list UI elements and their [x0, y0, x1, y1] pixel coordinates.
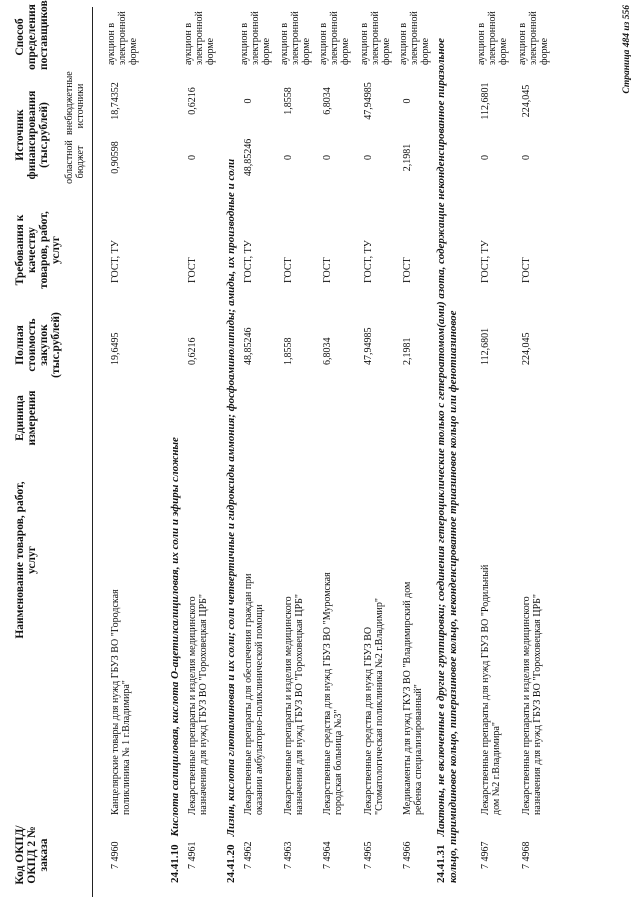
row-financing-regional: 2,1981	[402, 143, 413, 172]
row-financing-regional: 0	[187, 155, 198, 160]
row-financing-regional: 0	[363, 155, 374, 160]
header-code: Код ОКПД/ ОКПД 2 № заказа	[14, 825, 50, 885]
row-cost: 1,8558	[283, 337, 294, 365]
section-code: 24.41.20	[225, 844, 237, 883]
header-name: Наименование товаров, работ, услуг	[14, 481, 38, 639]
row-financing-extra: 1,8558	[283, 87, 294, 115]
row-financing-extra: 18,74352	[110, 82, 121, 120]
section-title: Лизин, кислота глютаминовая и их соли; соли четвертичные и гидроксиды аммония; фосфоаминолипиды; амиды, их производные и соли	[225, 158, 237, 837]
row-code: 7 4965	[363, 841, 374, 869]
row-financing-regional: 48,85246	[243, 138, 254, 177]
section-code: 24.41.31	[435, 844, 447, 883]
row-name: Лекарственные препараты для обеспечения граждан при оказании амбулаторно-поликлинической помощи	[243, 573, 265, 815]
row-code: 7 4964	[322, 841, 333, 869]
row-cost: 48,85246	[243, 327, 254, 365]
row-method: аукцион в электронной форме	[239, 11, 272, 65]
row-code: 7 4961	[187, 841, 198, 869]
row-name: Лекарственные препараты и изделия медицинского назначения для нужд ГБУЗ ВО "Гороховецкая ЦРБ"	[283, 594, 305, 815]
row-financing-regional: 0,90598	[110, 141, 121, 174]
row-financing-extra: 0	[243, 98, 254, 104]
row-financing-extra: 47,94985	[363, 82, 374, 120]
page-footer: Страница 484 из 556	[622, 5, 632, 94]
row-requirements: ГОСТ, ТУ	[110, 240, 121, 283]
row-method: аукцион в электронной форме	[359, 11, 392, 65]
row-financing-extra: 6,8034	[322, 87, 333, 115]
row-name: Лекарственные препараты для нужд ГБУЗ ВО "Родильный дом №2 г.Владимира"	[480, 564, 502, 815]
row-name: Лекарственные препараты и изделия медицинского назначения для нужд ГБУЗ ВО "Гороховецкая ЦРБ"	[187, 594, 209, 815]
row-requirements: ГОСТ	[402, 257, 413, 283]
section-code: 24.41.10	[169, 844, 181, 883]
row-code: 7 4967	[480, 841, 491, 869]
row-cost: 0,6216	[187, 337, 198, 365]
row-requirements: ГОСТ	[283, 257, 294, 283]
row-method: аукцион в электронной форме	[183, 11, 216, 65]
row-code: 7 4966	[402, 841, 413, 869]
row-requirements: ГОСТ, ТУ	[243, 240, 254, 283]
row-code: 7 4963	[283, 841, 294, 869]
section-heading	[436, 13, 459, 883]
header-cost: Полная стоимость закупок (тыс.рублей)	[14, 312, 62, 378]
row-cost: 112,6801	[480, 327, 491, 365]
row-cost: 2,1981	[402, 337, 413, 365]
header-financing-extra: внебюджетные источники	[64, 71, 86, 135]
row-method: аукцион в электронной форме	[318, 11, 351, 65]
row-method: аукцион в электронной форме	[106, 11, 139, 65]
row-requirements: ГОСТ, ТУ	[363, 240, 374, 283]
row-requirements: ГОСТ	[322, 257, 333, 283]
row-financing-regional: 0	[521, 155, 532, 160]
row-cost: 19,6495	[110, 332, 121, 365]
row-code: 7 4960	[110, 841, 121, 869]
row-method: аукцион в электронной форме	[279, 11, 312, 65]
row-financing-extra: 0,6216	[187, 87, 198, 115]
row-financing-extra: 112,6801	[480, 82, 491, 120]
row-code: 7 4968	[521, 841, 532, 869]
section-title: Лактоны, не включенные в другие группировки; соединения гетероциклические только с гетероатомом(ами) азота, содержащие неконденсированное пиразольное кольцо, пиримидиновое кольцо, пиперазиновое кольцо, неконденсированное триазиновое кольцо или фенотиазиновое	[435, 37, 459, 883]
row-method: аукцион в электронной форме	[398, 11, 431, 65]
row-financing-extra: 224,045	[521, 84, 532, 118]
row-requirements: ГОСТ, ТУ	[480, 240, 491, 283]
header-method: Способ определения поставщиков	[14, 0, 50, 70]
row-financing-regional: 0	[480, 155, 491, 160]
row-name: Лекарственные препараты и изделия медицинского назначения для нужд ГБУЗ ВО "Гороховецкая ЦРБ"	[521, 594, 543, 815]
header-financing: Источник финансирования (тыс.рублей)	[14, 90, 50, 180]
section-title: Кислота салициловая, кислота О-ацетилсалициловая, их соли и эфиры сложные	[169, 437, 181, 837]
row-name: Канцелярские товары для нужд ГБУЗ ВО "Городская поликлиника № 1 г.Владимира"	[110, 589, 132, 815]
section-heading	[170, 13, 182, 883]
row-method: аукцион в электронной форме	[476, 11, 509, 65]
row-code: 7 4962	[243, 841, 254, 869]
row-requirements: ГОСТ	[521, 257, 532, 283]
row-cost: 224,045	[521, 332, 532, 365]
row-financing-regional: 0	[322, 155, 333, 160]
row-name: Медикаменты для нужд ГКУЗ ВО "Владимирский дом ребенка специализированный"	[402, 581, 424, 815]
row-requirements: ГОСТ	[187, 257, 198, 283]
row-method: аукцион в электронной форме	[517, 11, 550, 65]
row-cost: 6,8034	[322, 337, 333, 365]
header-unit: Единица измерения	[14, 390, 38, 446]
row-financing-regional: 0	[283, 155, 294, 160]
section-heading	[226, 13, 238, 883]
row-financing-extra: 0	[402, 98, 413, 104]
row-cost: 47,94985	[363, 327, 374, 365]
header-financing-regional: областной бюджет	[64, 140, 86, 184]
header-requirements: Требования к качеству товаров, работ, услуг	[14, 211, 62, 289]
row-name: Лекарственные средства для нужд ГБУЗ ВО "Стоматологическая поликлиника №2 г.Владимир"	[363, 598, 385, 815]
row-name: Лекарственные средства для нужд ГБУЗ ВО "Муромская городская больница №3"	[322, 572, 344, 815]
header-rule	[92, 7, 93, 897]
